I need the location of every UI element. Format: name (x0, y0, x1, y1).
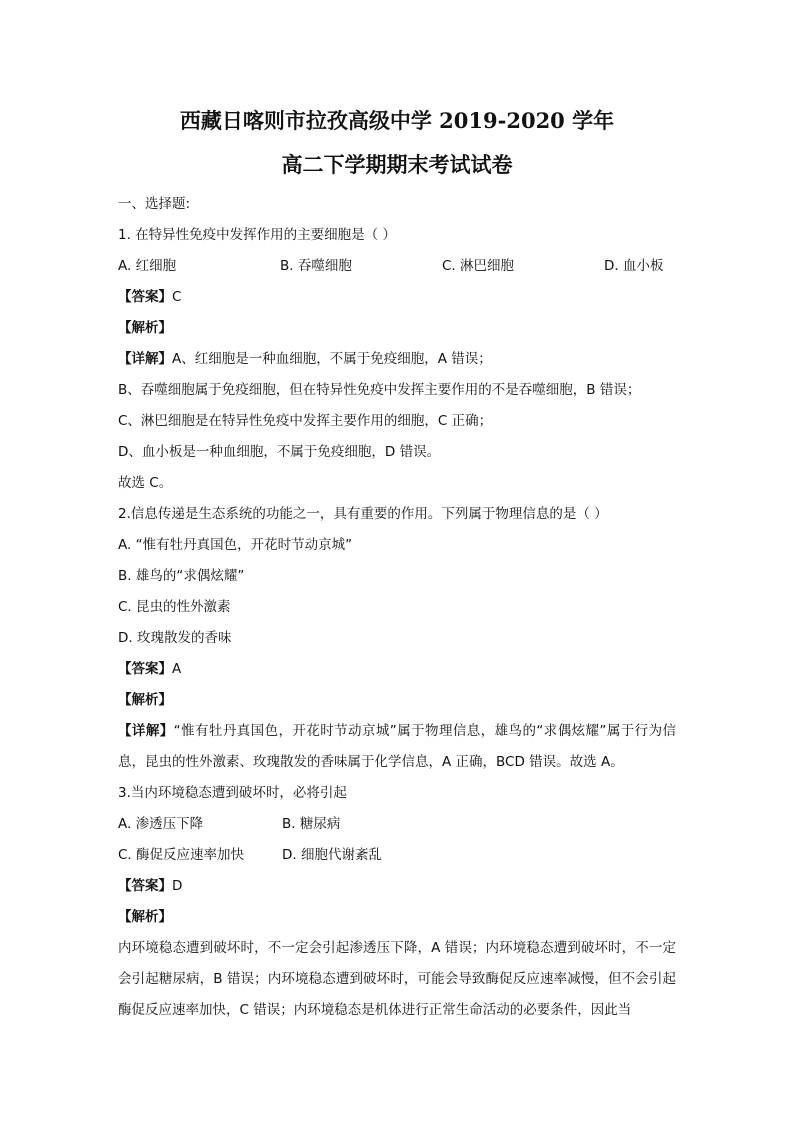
q2-option-d: D. 玫瑰散发的香味 (118, 630, 232, 646)
q2-option-c: C. 昆虫的性外激素 (118, 599, 231, 615)
q2-answer-value: A (172, 661, 182, 677)
q2-analysis-label: 【解析】 (118, 692, 172, 708)
q3-answer-value: D (172, 878, 183, 894)
q1-option-d: D. 血小板 (604, 258, 664, 274)
q1-detail-label: 【详解】 (118, 351, 172, 367)
page-subtitle: 高二下学期期末考试试卷 (281, 152, 513, 177)
q3-options-row-1 (118, 809, 676, 840)
q1-stem: 1. 在特异性免疫中发挥作用的主要细胞是（ ） (118, 227, 396, 243)
q3-options-row-2 (118, 840, 676, 871)
q2-option-a: A. “惟有牡丹真国色，开花时节动京城” (118, 537, 353, 553)
q2-detail (118, 716, 676, 778)
q3-answer-label: 【答案】 (118, 878, 172, 894)
q2-detail-label: 【详解】 (118, 723, 174, 739)
q1-detail-line-1 (118, 344, 676, 375)
q1-detail-line-4: D、血小板是一种血细胞，不属于免疫细胞，D 错误。 (118, 444, 441, 460)
q2-stem: 2.信息传递是生态系统的功能之一，具有重要的作用。下列属于物理信息的是（ ） (118, 506, 608, 522)
q3-analysis-label: 【解析】 (118, 909, 172, 925)
q1-detail-line-3: C、淋巴细胞是在特异性免疫中发挥主要作用的细胞，C 正确； (118, 413, 493, 429)
q3-answer (118, 871, 676, 902)
q3-analysis-text: 内环境稳态遭到破坏时，不一定会引起渗透压下降，A 错误；内环境稳态遭到破坏时，不一定会引起糖尿病，B 错误；内环境稳态遭到破坏时，可能会导致酶促反应速率减慢，但不会引起酶促反应速率加快，C 错误；内环境稳态是机体进行正常生命活动的必要条件，因此当 (118, 940, 676, 1018)
q3-option-d: D. 细胞代谢紊乱 (282, 847, 382, 863)
q1-option-b: B. 吞噬细胞 (280, 258, 352, 274)
q2-answer-label: 【答案】 (118, 661, 172, 677)
q3-option-b: B. 糖尿病 (282, 816, 341, 832)
q1-analysis-label: 【解析】 (118, 320, 172, 336)
section-heading: 一、选择题: (118, 196, 191, 212)
q1-option-c: C. 淋巴细胞 (442, 258, 515, 274)
q2-option-b: B. 雄鸟的“求偶炫耀” (118, 568, 245, 584)
q3-option-c: C. 酶促反应速率加快 (118, 847, 245, 863)
q1-conclusion: 故选 C。 (118, 475, 173, 491)
q1-answer (118, 282, 676, 313)
q2-detail-text: “惟有牡丹真国色，开花时节动京城”属于物理信息，雄鸟的“求偶炫耀”属于行为信息，昆虫的性外激素、玫瑰散发的香味属于化学信息，A 正确，BCD 错误。故选 A。 (118, 723, 677, 770)
q3-option-a: A. 渗透压下降 (118, 816, 204, 832)
q1-detail-text-1: A、红细胞是一种血细胞，不属于免疫细胞，A 错误； (172, 351, 492, 367)
q1-answer-label: 【答案】 (118, 289, 172, 305)
q3-stem: 3.当内环境稳态遭到破坏时，必将引起 (118, 785, 347, 801)
q1-options (118, 251, 676, 282)
q1-detail-line-2: B、吞噬细胞属于免疫细胞，但在特异性免疫中发挥主要作用的不是吞噬细胞，B 错误； (118, 382, 641, 398)
q1-option-a: A. 红细胞 (118, 258, 177, 274)
page-title: 西藏日喀则市拉孜高级中学 2019-2020 学年 (179, 108, 615, 133)
q2-answer (118, 654, 676, 685)
q1-answer-value: C (172, 289, 182, 305)
